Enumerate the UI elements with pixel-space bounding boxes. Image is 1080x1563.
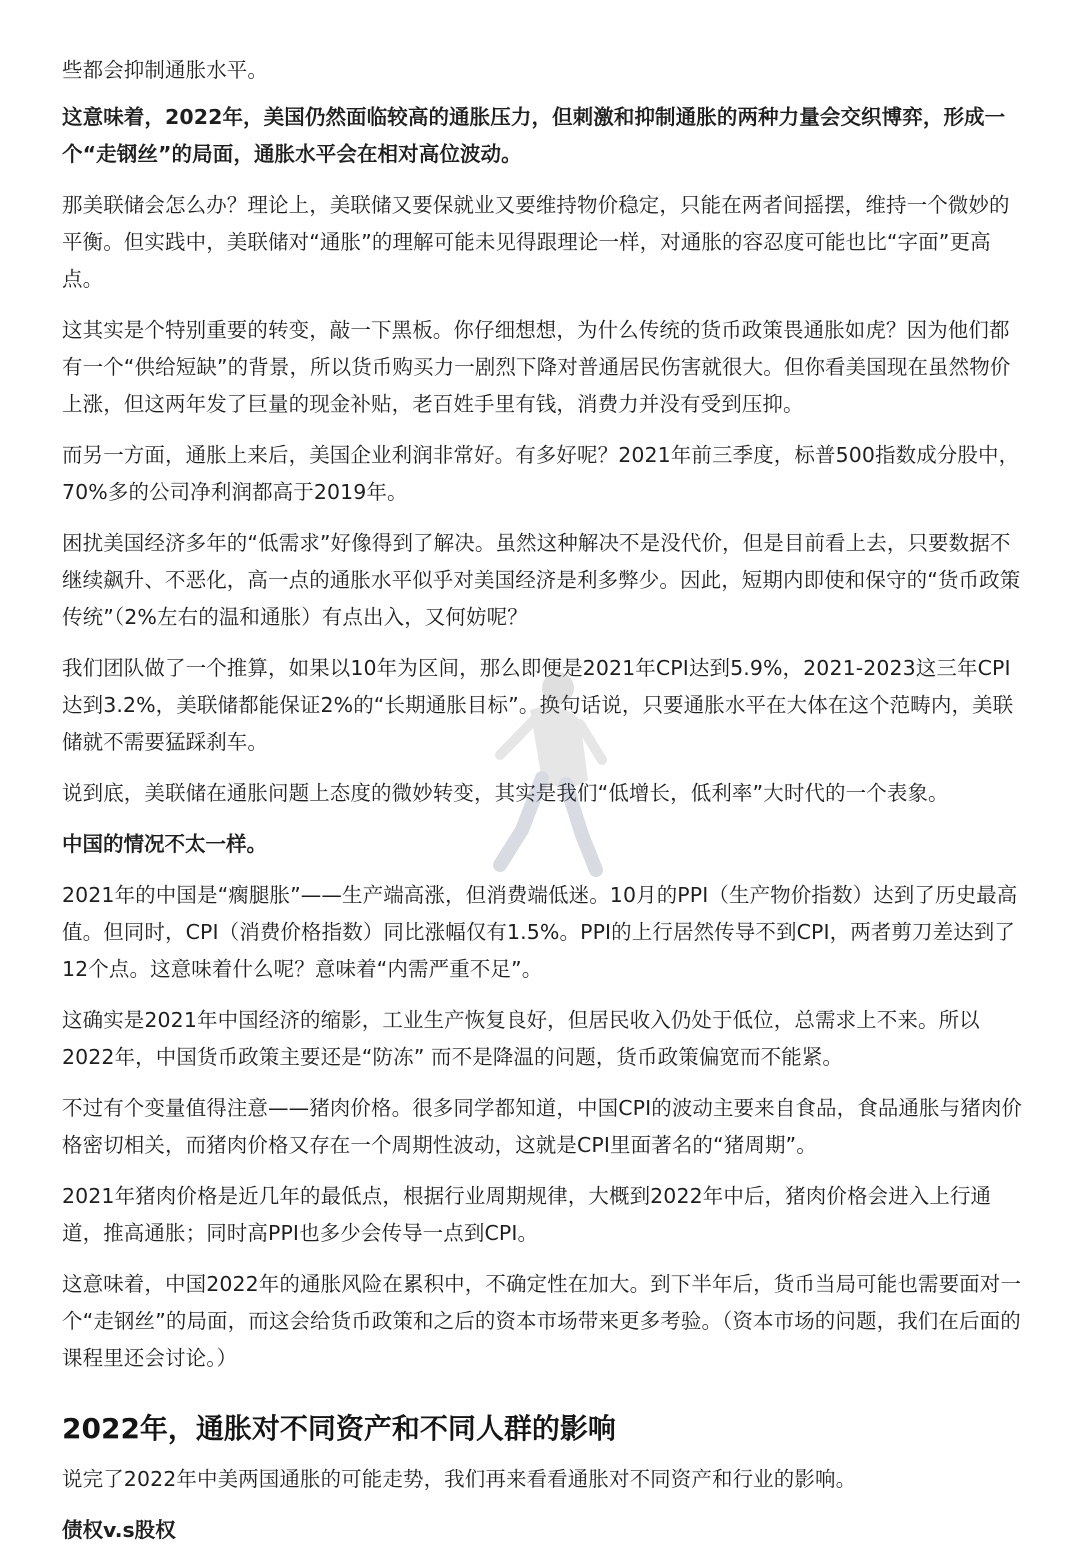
paragraph-6: 我们团队做了一个推算，如果以10年为区间，那么即便是2021年CPI达到5.9%，2021-2023这三年CPI达到3.2%，美联储都能保证2%的“长期通胀目标”。换句话说，只要通胀水平在大体在这个范畴内，美联储就不需要猛踩刹车。 [62, 656, 1014, 754]
paragraph-13: 这意味着，中国2022年的通胀风险在累积中，不确定性在加大。到下半年后，货币当局可能也需要面对一个“走钢丝”的局面，而这会给货币政策和之后的资本市场带来更多考验。（资本市场的问题，我们在后面的课程里还会讨论。） [62, 1272, 1021, 1370]
paragraph-4: 而另一方面，通胀上来后，美国企业利润非常好。有多好呢？2021年前三季度，标普500指数成分股中，70%多的公司净利润都高于2019年。 [62, 443, 1020, 504]
paragraph-9: 2021年的中国是“瘸腿胀”——生产端高涨，但消费端低迷。10月的PPI（生产物价指数）达到了历史最高值。但同时，CPI（消费价格指数）同比涨幅仅有1.5%。PPI的上行居然传导不到CPI，两者剪刀差达到了12个点。这意味着什么呢？意味着“内需严重不足”。 [62, 883, 1018, 981]
paragraph-3: 这其实是个特别重要的转变，敲一下黑板。你仔细想想，为什么传统的货币政策畏通胀如虎？因为他们都有一个“供给短缺”的背景，所以货币购买力一剧烈下降对普通居民伤害就很大。但你看美国现在虽然物价上涨，但这两年发了巨量的现金补贴，老百姓手里有钱，消费力并没有受到压抑。 [62, 318, 1011, 416]
article-body [62, 52, 1030, 1563]
paragraph-10: 这确实是2021年中国经济的缩影，工业生产恢复良好，但居民收入仍处于低位，总需求上不来。所以2022年，中国货币政策主要还是“防冻” 而不是降温的问题，货币政策偏宽而不能紧。 [62, 1008, 980, 1069]
paragraph-0: 些都会抑制通胀水平。 [62, 58, 268, 82]
paragraph-11: 不过有个变量值得注意——猪肉价格。很多同学都知道，中国CPI的波动主要来自食品，食品通胀与猪肉价格密切相关，而猪肉价格又存在一个周期性波动，这就是CPI里面著名的“猪周期”。 [62, 1096, 1023, 1157]
paragraph-2: 那美联储会怎么办？理论上，美联储又要保就业又要维持物价稳定，只能在两者间摇摆，维持一个微妙的平衡。但实践中，美联储对“通胀”的理解可能未见得跟理论一样，对通胀的容忍度可能也比“字面”更高点。 [62, 193, 1010, 291]
paragraph-5: 困扰美国经济多年的“低需求”好像得到了解决。虽然这种解决不是没代价，但是目前看上去，只要数据不继续飙升、不恶化，高一点的通胀水平似乎对美国经济是利多弊少。因此，短期内即使和保守的“货币政策传统”（2%左右的温和通胀）有点出入，又何妨呢？ [62, 531, 1021, 629]
paragraph-7: 说到底，美联储在通胀问题上态度的微妙转变，其实是我们“低增长，低利率”大时代的一个表象。 [62, 781, 949, 805]
paragraph-1-emphasis: 这意味着，2022年，美国仍然面临较高的通胀压力，但刺激和抑制通胀的两种力量会交织博弈，形成一个“走钢丝”的局面，通胀水平会在相对高位波动。 [62, 105, 1006, 166]
paragraph-12: 2021年猪肉价格是近几年的最低点，根据行业周期规律，大概到2022年中后，猪肉价格会进入上行通道，推高通胀；同时高PPI也多少会传导一点到CPI。 [62, 1184, 992, 1245]
paragraph-14: 说完了2022年中美两国通胀的可能走势，我们再来看看通胀对不同资产和行业的影响。 [62, 1467, 857, 1491]
section-heading: 2022年，通胀对不同资产和不同人群的影响 [62, 1412, 616, 1445]
bonds-vs-equity-subheading: 债权v.s股权 [62, 1518, 176, 1542]
china-situation-subheading: 中国的情况不太一样。 [62, 832, 267, 856]
